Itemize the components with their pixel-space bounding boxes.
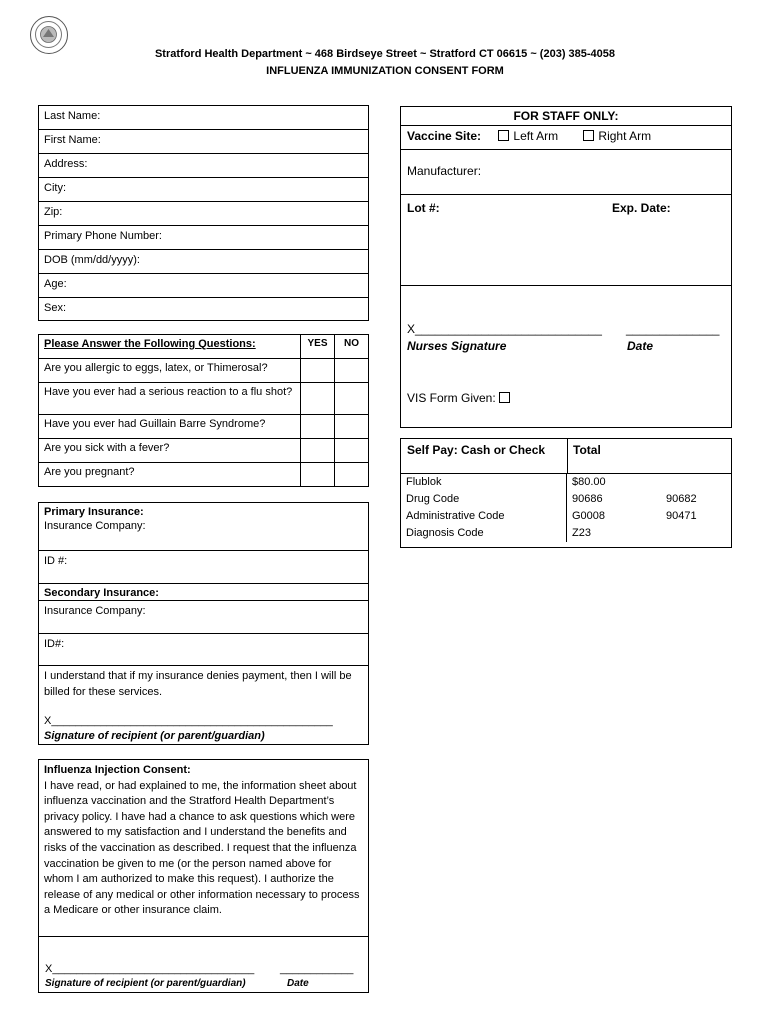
questions-header: Please Answer the Following Questions: (39, 335, 301, 359)
right-arm-label: Right Arm (598, 129, 652, 143)
header-address: Stratford Health Department ~ 468 Birdseye Street ~ Stratford CT 06615 ~ (203) 385-4058 (154, 48, 616, 60)
primary-id-field[interactable]: ID #: (39, 551, 368, 584)
secondary-insurance-title: Secondary Insurance: (39, 584, 368, 601)
yes-cell[interactable] (301, 439, 335, 463)
no-header: NO (335, 335, 369, 359)
zip-field[interactable]: Zip: (39, 202, 368, 226)
billing-acknowledgement (39, 666, 368, 746)
yes-cell[interactable] (301, 463, 335, 487)
manufacturer-field[interactable]: Manufacturer: (407, 164, 482, 178)
consent-text-section (39, 760, 368, 937)
billing-row (401, 474, 731, 491)
billing-row (401, 525, 731, 542)
no-cell[interactable] (335, 383, 369, 415)
billing-value-2: 90471 (666, 510, 697, 522)
nurse-date-label: Date (627, 339, 654, 353)
no-cell[interactable] (335, 359, 369, 383)
age-field[interactable]: Age: (39, 274, 368, 298)
no-cell[interactable] (335, 415, 369, 439)
last-name-field[interactable]: Last Name: (39, 106, 368, 130)
billing-value-2 (661, 525, 731, 542)
questions-table (38, 334, 369, 487)
staff-only-title: FOR STAFF ONLY: (513, 109, 619, 123)
question-item: Have you ever had a serious reaction to a flu shot? (39, 383, 301, 415)
lot-number-field[interactable]: Lot #: (407, 201, 440, 215)
exp-date-field[interactable]: Exp. Date: (612, 201, 671, 215)
total-header: Total (573, 443, 601, 457)
billing-label: Diagnosis Code (406, 527, 484, 539)
vaccine-site-row: Vaccine Site: Left Arm Right Arm (407, 129, 652, 143)
secondary-id-field[interactable]: ID#: (39, 634, 368, 666)
nurse-signature-label: Nurses Signature (407, 339, 507, 353)
self-pay-header: Self Pay: Cash or Check (407, 443, 546, 457)
yes-cell[interactable] (301, 415, 335, 439)
left-arm-label: Left Arm (513, 129, 559, 143)
question-item: Are you allergic to eggs, latex, or Thimerosal? (39, 359, 301, 383)
no-cell[interactable] (335, 439, 369, 463)
billing-row (401, 508, 731, 525)
nurse-signature-line[interactable]: X____________________________ (407, 322, 602, 336)
consent-date-line[interactable]: ____________ (280, 963, 354, 975)
question-item: Are you sick with a fever? (39, 439, 301, 463)
city-field[interactable]: City: (39, 178, 368, 202)
primary-insurance-section (39, 503, 368, 551)
first-name-field[interactable]: First Name: (39, 130, 368, 154)
consent-box (38, 759, 369, 993)
right-arm-checkbox[interactable] (583, 130, 594, 141)
consent-date-label: Date (287, 978, 309, 989)
billing-value: 90686 (567, 491, 662, 508)
vis-form-checkbox[interactable] (499, 392, 510, 403)
nurse-date-line[interactable]: ______________ (626, 322, 720, 336)
billing-value: G0008 (567, 508, 662, 525)
address-field[interactable]: Address: (39, 154, 368, 178)
consent-title: Influenza Injection Consent: (44, 764, 191, 776)
staff-only-box (400, 106, 732, 428)
billing-label: Flublok (406, 476, 442, 488)
billing-statement: I understand that if my insurance denies payment, then I will be billed for these services. (44, 670, 352, 698)
billing-label: Drug Code (406, 493, 460, 505)
yes-cell[interactable] (301, 383, 335, 415)
yes-cell[interactable] (301, 359, 335, 383)
billing-row (401, 491, 731, 508)
question-item: Have you ever had Guillain Barre Syndrome? (39, 415, 301, 439)
billing-codes-table (401, 474, 731, 542)
sex-field[interactable]: Sex: (44, 302, 67, 314)
secondary-insurance-company-field[interactable]: Insurance Company: (39, 601, 368, 634)
consent-signature-label: Signature of recipient (or parent/guardian) (45, 978, 246, 989)
billing-label: Administrative Code (406, 510, 505, 522)
primary-insurance-title: Primary Insurance: (44, 506, 144, 518)
no-cell[interactable] (335, 463, 369, 487)
patient-info-box (38, 105, 369, 321)
yes-header: YES (301, 335, 335, 359)
payment-box (400, 438, 732, 548)
dob-field[interactable]: DOB (mm/dd/yyyy): (39, 250, 368, 274)
insurance-signature-line[interactable]: X______________________________________________ (44, 715, 333, 727)
primary-insurance-company-field[interactable]: Insurance Company: (44, 520, 146, 532)
consent-signature-section (39, 937, 368, 994)
billing-value: $80.00 (567, 474, 662, 491)
left-arm-checkbox[interactable] (498, 130, 509, 141)
form-title: INFLUENZA IMMUNIZATION CONSENT FORM (266, 65, 504, 77)
consent-body: I have read, or had explained to me, the information sheet about influenza vaccination and the Stratford Health Department’s privacy policy. I have had a chance to ask questions which were answered to my satisfaction and I understand the benefits and risks of the vaccination as described. I request that the influenza vaccination be given to me (or the person named above for whom I am authorized to make this request). I authorize the release of any medical or other information necessary to process a Medicare or other insurance claim. (44, 779, 360, 917)
billing-value-2: 90682 (666, 493, 697, 505)
consent-signature-line[interactable]: X_________________________________ (45, 963, 255, 975)
question-item: Are you pregnant? (39, 463, 301, 487)
billing-value-2 (661, 474, 731, 491)
insurance-box (38, 502, 369, 745)
insurance-signature-label: Signature of recipient (or parent/guardian) (44, 730, 265, 742)
vis-form-row: VIS Form Given: (407, 391, 514, 405)
phone-field[interactable]: Primary Phone Number: (39, 226, 368, 250)
billing-value: Z23 (567, 525, 662, 542)
